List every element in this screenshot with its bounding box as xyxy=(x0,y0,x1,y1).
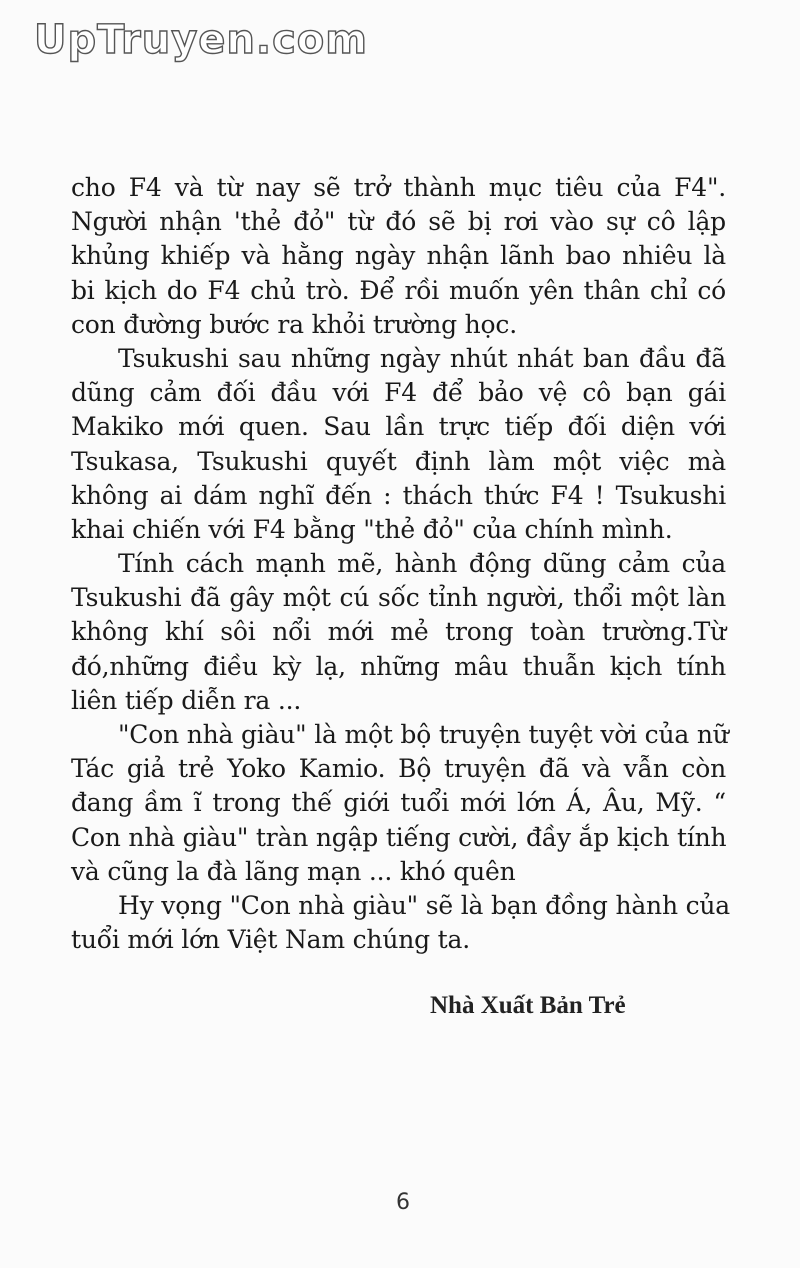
paragraph xyxy=(71,171,726,342)
text-line: Makiko mới quen. Sau lần trực tiếp đối diện với xyxy=(71,412,726,442)
paragraph xyxy=(71,342,726,547)
text-line: đó,những điều kỳ lạ, những mâu thuẫn kịch tính xyxy=(71,651,726,681)
text-line: dũng cảm đối đầu với F4 để bảo vệ cô bạn gái xyxy=(71,378,726,408)
text-line: Tsukasa, Tsukushi quyết định làm một việc mà xyxy=(71,446,726,476)
site-watermark: UpTruyen.com xyxy=(34,17,368,63)
text-line: Tsukushi sau những ngày nhút nhát ban đầu đã xyxy=(118,343,726,373)
text-line: và cũng la đà lãng mạn ... khó quên xyxy=(71,856,516,886)
publisher-signature: Nhà Xuất Bản Trẻ xyxy=(430,992,626,1019)
paragraph xyxy=(71,889,731,957)
text-line: "Con nhà giàu" là một bộ truyện tuyệt vời của nữ xyxy=(118,720,729,749)
page-body-text xyxy=(71,171,731,957)
text-line: Tsukushi đã gây một cú sốc tỉnh người, thổi một làn xyxy=(71,583,726,613)
text-line: Con nhà giàu" tràn ngập tiếng cười, đầy ắp kịch tính xyxy=(71,822,727,852)
text-line: khai chiến với F4 bằng "thẻ đỏ" của chính mình. xyxy=(71,514,673,544)
text-line: bi kịch do F4 chủ trò. Để rồi muốn yên thân chỉ có xyxy=(71,275,726,305)
text-line: Tính cách mạnh mẽ, hành động dũng cảm của xyxy=(118,549,726,579)
text-line: con đường bước ra khỏi trường học. xyxy=(71,309,517,339)
text-line: không ai dám nghĩ đến : thách thức F4 ! Tsukushi xyxy=(71,480,726,510)
text-line: liên tiếp diễn ra ... xyxy=(71,685,302,715)
text-line: Hy vọng "Con nhà giàu" sẽ là bạn đồng hành của xyxy=(118,890,731,920)
text-line: tuổi mới lớn Việt Nam chúng ta. xyxy=(71,925,470,955)
text-line: cho F4 và từ nay sẽ trở thành mục tiêu của F4". xyxy=(71,173,726,202)
text-line: đang ầm ĩ trong thế giới tuổi mới lớn Á, Âu, Mỹ. “ xyxy=(71,788,726,818)
paragraph xyxy=(71,718,729,889)
text-line: Người nhận 'thẻ đỏ" từ đó sẽ bị rơi vào sự cô lập xyxy=(71,207,726,237)
text-line: Tác giả trẻ Yoko Kamio. Bộ truyện đã và vẫn còn xyxy=(71,754,726,784)
page-number: 6 xyxy=(396,1190,410,1215)
text-line: khủng khiếp và hằng ngày nhận lãnh bao nhiêu là xyxy=(71,241,726,271)
paragraph xyxy=(71,547,726,718)
text-line: không khí sôi nổi mới mẻ trong toàn trường.Từ xyxy=(71,617,726,647)
